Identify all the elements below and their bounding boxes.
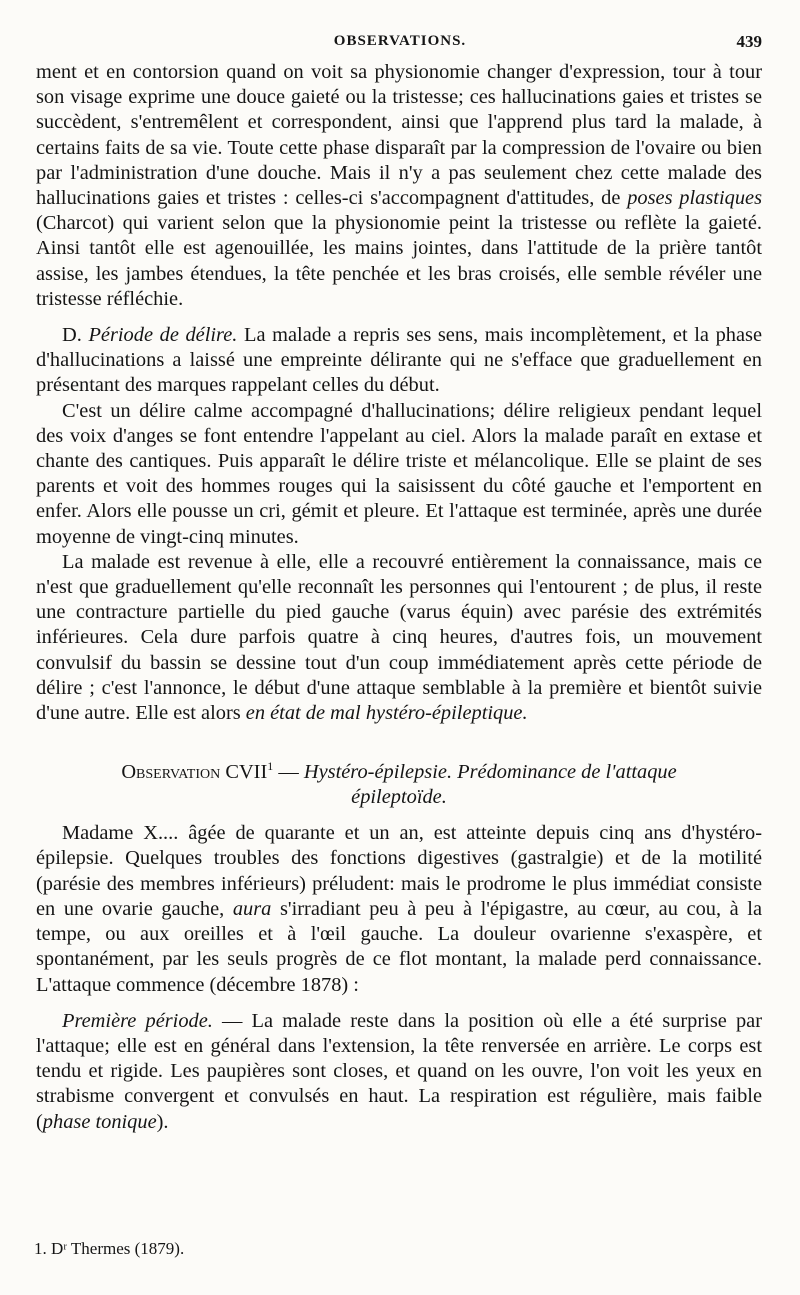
observation-heading (36, 760, 762, 810)
footnote: 1. Dʳ Thermes (1879). (34, 1239, 185, 1258)
footnote-mark: 1 (267, 759, 274, 774)
paragraph-hallucinations (36, 60, 762, 312)
running-title: OBSERVATIONS. (333, 33, 467, 49)
observation-label: Observation (121, 761, 221, 784)
section-title: Période de délire. (88, 324, 238, 347)
text-run: ment et en contorsion quand on voit sa physionomie changer d'expression, tour à tour son visage exprime une douce gaieté ou la tristesse; ces hallucinations gaies et tristes se succèdent, s'entremêlent et correspondent, ainsi que l'apprend plus tard la malade, à certains faits de sa vie. Toute cette phase disparaît par la compression de l'ovaire ou bien par l'administration d'une douche. Mais il n'y a pas seulement chez cette malade des hallucinations gaies et tristes : celles-ci s'accompagnent d'attitudes, de (36, 61, 762, 210)
text-run: ). (156, 1110, 169, 1133)
body-text (36, 60, 762, 1135)
text-run: La malade a repris ses sens, mais incomplètement, et la phase d'hallucinations a laissé une empreinte délirante qui ne s'efface que graduellement en présentant des marques rappelant celles du début. (36, 324, 763, 397)
italic-run: poses plastiques (627, 187, 762, 210)
page-number: 439 (736, 32, 762, 51)
observation-title: Hystéro-épilepsie. Prédominance de l'attaque (303, 761, 677, 784)
italic-run: phase tonique (42, 1110, 157, 1133)
paragraph-delire-calme: C'est un délire calme accompagné d'hallucinations; délire religieux pendant lequel des voix d'anges se font entendre l'appelant au ciel. Alors la malade paraît en extase et chante des cantiques. Puis apparaît le délire triste et mélancolique. Elle se plaint de ses parents et voit des hommes rouges qui la saisissent du côté gauche et l'emportent en enfer. Alors elle pousse un cri, gémit et pleure. Et l'attaque est terminée, après une durée moyenne de vingt-cinq minutes. (36, 399, 762, 548)
italic-run: aura (232, 897, 272, 920)
text-run: s'irradiant peu à peu à l'épigastre, au cœur, au cou, à la tempe, ou aux oreilles et à l'œil gauche. La douleur ovarienne s'exaspère, et spontanément, par les seuls progrès de ce flot montant, la malade perd connaissance. L'attaque commence (décembre 1878) : (36, 897, 763, 996)
section-title: Première période. (62, 1009, 213, 1032)
text-run: Madame X.... âgée de quarante et un an, est atteinte depuis cinq ans d'hystéro-épilepsie. Quelques troubles des fonctions digestives (gastralgie) et de la motilité (parésie des membres inférieurs) préludent: mais le prodrome le plus immédiat consiste en une ovarie gauche, (36, 822, 762, 920)
text-run: D. (62, 324, 89, 347)
observation-number: CVII (225, 761, 268, 784)
text-run: (Charcot) qui varient selon que la physionomie peint la tristesse ou reflète la gaieté. Ainsi tantôt elle est agenouillée, les mains jointes, dans l'attitude de la prière tantôt assise, les jambes étendues, la tête penchée et les bras croisés, elle semble révéler une tristesse réfléchie. (36, 212, 762, 310)
text-run: — La malade reste dans la position où elle a été surprise par l'attaque; elle est en général dans l'extension, la tête renversée en arrière. Le corps est tendu et rigide. Les paupières sont closes, et quand on les ouvre, l'on voit les yeux en strabisme convergent et convulsés en haut. La respiration est régulière, mais faible ( (36, 1009, 762, 1133)
running-head (0, 30, 800, 54)
observation-heading-line1 (36, 760, 762, 785)
spacer (36, 312, 762, 323)
paragraph-periode-delire (36, 323, 762, 399)
spacer (36, 810, 762, 821)
text-run: La malade est revenue à elle, elle a recouvré entièrement la connaissance, mais ce n'est que graduellement qu'elle reconnaît les personnes qui l'entourent ; de plus, il reste une contracture partielle du pied gauche (varus équin) avec parésie des extrémités inférieures. Cela dure parfois quatre à cinq heures, d'autres fois, un mouvement convulsif du bassin se dessine tout d'un coup immédiatement après cette période de délire ; c'est l'annonce, le début d'une attaque semblable à la première et bientôt suivie d'une autre. Elle est alors (36, 550, 762, 725)
spacer (36, 726, 762, 760)
heading-dash: — (273, 761, 304, 784)
observation-heading-line2 (36, 785, 762, 810)
spacer (36, 998, 762, 1009)
observation-title-cont: épileptoïde. (351, 786, 447, 809)
paragraph-malade-revenue (36, 550, 762, 726)
paragraph-premiere-periode (36, 1009, 762, 1135)
paragraph-madame-x (36, 821, 762, 997)
italic-run: en état de mal hystéro-épileptique. (245, 702, 528, 725)
